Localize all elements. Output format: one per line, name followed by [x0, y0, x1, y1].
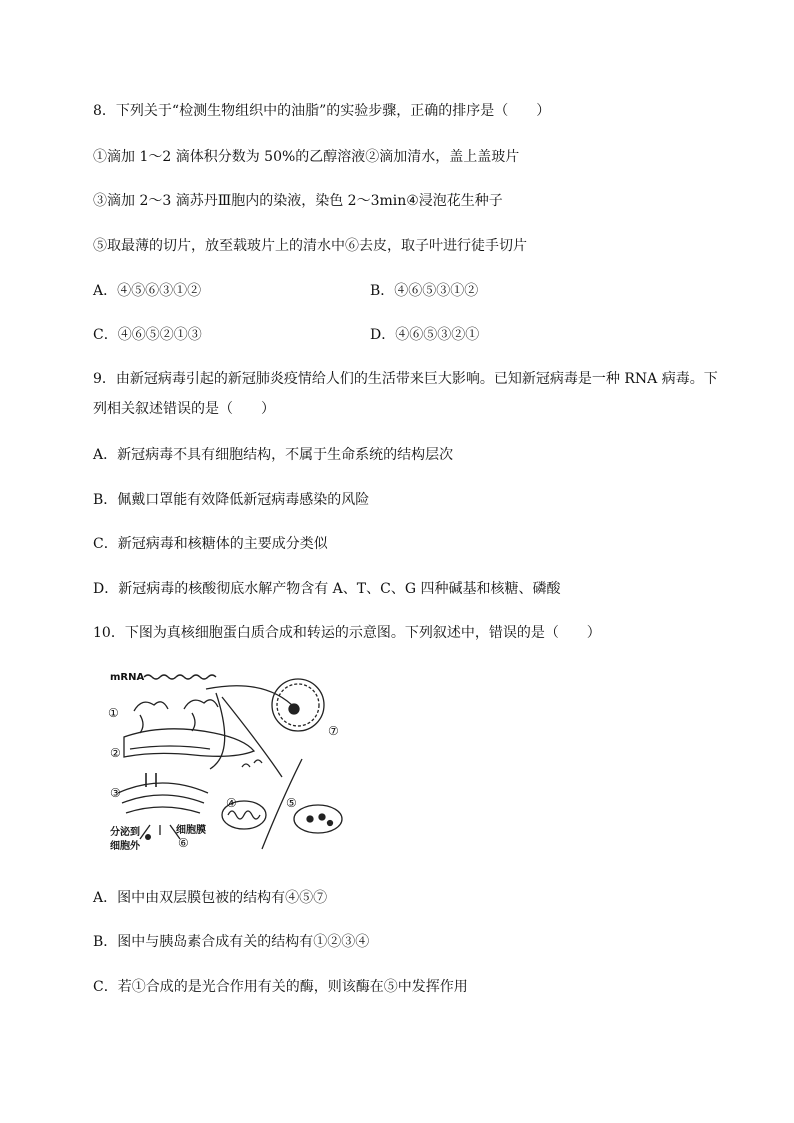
- label-7: ⑦: [328, 724, 339, 738]
- label-5: ⑤: [286, 796, 297, 810]
- mrna-strand: [144, 675, 216, 679]
- q10-option-b: B．图中与胰岛素合成有关的结构有①②③④: [93, 934, 370, 950]
- q8-option-a: A．④⑤⑥③①②: [93, 283, 202, 299]
- q10-option-c: C．若①合成的是光合作用有关的酶，则该酶在⑤中发挥作用: [93, 979, 468, 995]
- q8-step-line-1: ①滴加 1～2 滴体积分数为 50%的乙醇溶液②滴加清水，盖上盖玻片: [93, 149, 520, 165]
- q10-stem: 10．下图为真核细胞蛋白质合成和转运的示意图。下列叙述中，错误的是（ ）: [93, 625, 601, 641]
- q8-option-c: C．④⑥⑤②①③: [93, 327, 202, 343]
- membrane-label: 细胞膜: [176, 825, 206, 836]
- ribosome-1: [134, 702, 168, 711]
- q9-option-a: A．新冠病毒不具有细胞结构，不属于生命系统的结构层次: [93, 447, 454, 463]
- q9-option-b: B．佩戴口罩能有效降低新冠病毒感染的风险: [93, 492, 370, 508]
- q9-option-d: D．新冠病毒的核酸彻底水解产物含有 A、T、C、G 四种碱基和核糖、磷酸: [93, 581, 561, 597]
- er-membrane: [124, 729, 254, 757]
- label-1: ①: [108, 706, 119, 720]
- q8-option-d: D．④⑥⑤③②①: [370, 327, 480, 343]
- chloroplast: [294, 805, 342, 833]
- q8-option-b: B．④⑥⑤③①②: [370, 283, 479, 299]
- q8-step-line-3: ⑤取最薄的切片，放至载玻片上的清水中⑥去皮，取子叶进行徒手切片: [93, 238, 527, 254]
- secrete-label: 分泌到: [110, 827, 140, 838]
- nucleus: [272, 679, 324, 731]
- q9-option-c: C．新冠病毒和核糖体的主要成分类似: [93, 536, 328, 552]
- q9-stem-line-2: 列相关叙述错误的是（ ）: [93, 401, 275, 417]
- outside-label: 细胞外: [110, 841, 140, 852]
- ribosome-2: [184, 700, 218, 709]
- label-4: ④: [226, 796, 237, 810]
- mrna-label: mRNA: [110, 672, 145, 683]
- q8-stem: 8．下列关于“检测生物组织中的油脂”的实验步骤，正确的排序是（ ）: [93, 103, 551, 119]
- q8-step-line-2: ③滴加 2～3 滴苏丹Ⅲ胞内的染液，染色 2～3min④浸泡花生种子: [93, 193, 503, 209]
- label-6: ⑥: [178, 836, 189, 850]
- q9-stem-line-1: 9．由新冠病毒引起的新冠肺炎疫情给人们的生活带来巨大影响。已知新冠病毒是一种 RNA 病毒。下: [93, 371, 718, 387]
- q10-option-a: A．图中由双层膜包被的结构有④⑤⑦: [93, 890, 328, 906]
- protein-synthesis-figure: [106, 665, 356, 855]
- golgi-stack: [118, 783, 208, 793]
- arrow-to-mito: [210, 693, 225, 769]
- label-3: ③: [110, 786, 121, 800]
- label-2: ②: [110, 746, 121, 760]
